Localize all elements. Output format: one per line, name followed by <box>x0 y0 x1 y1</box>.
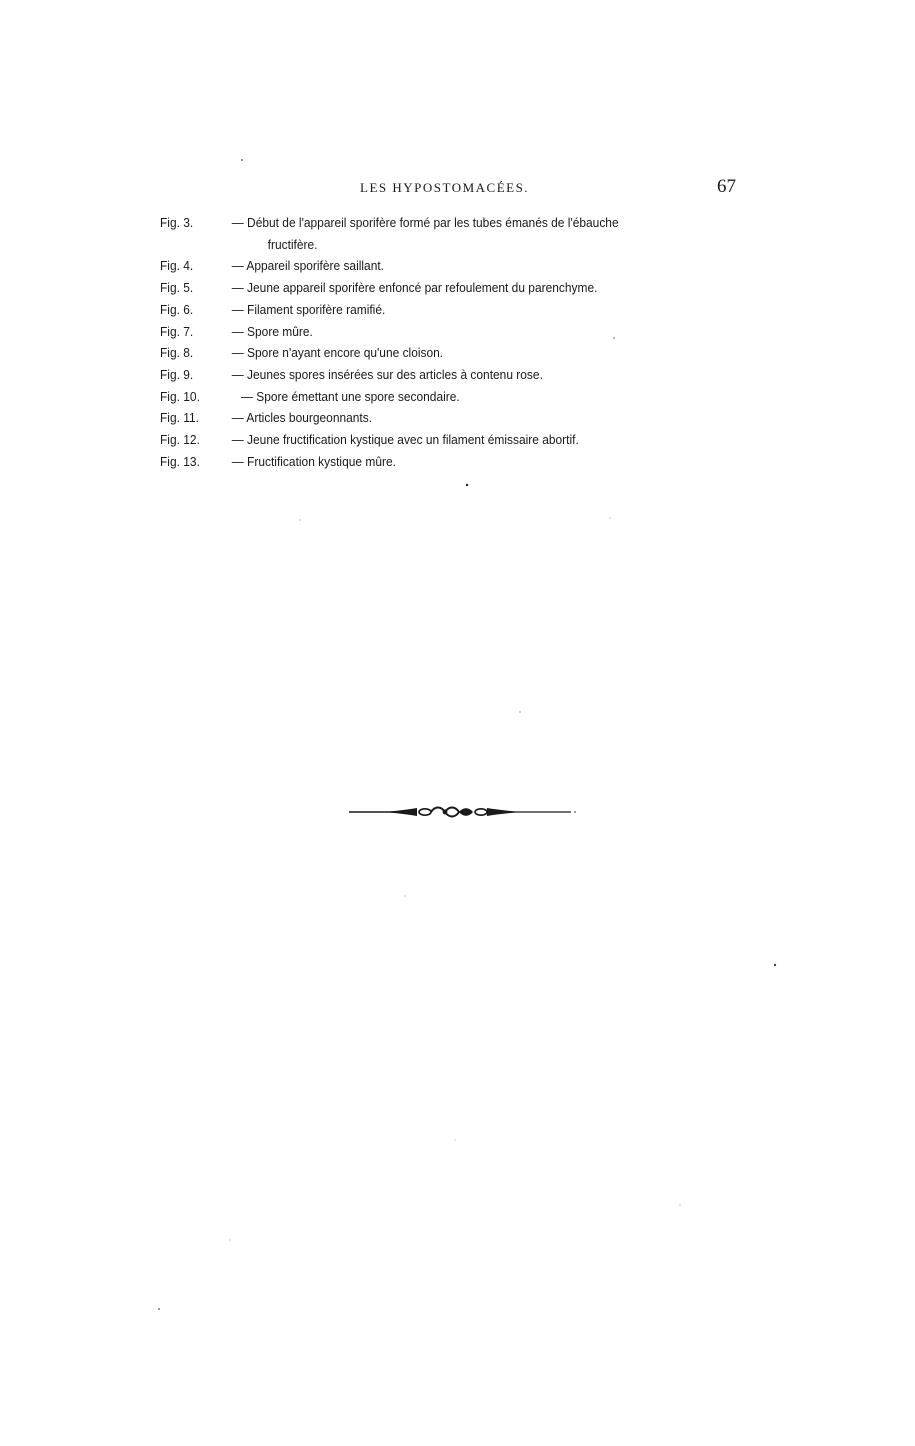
caption-label: Fig. 7. <box>160 323 194 339</box>
caption-text: — Jeune fructification kystique avec un filament émissaire abortif. <box>231 432 579 448</box>
caption-label: Fig. 6. <box>160 301 194 317</box>
caption-label: Fig. 12. <box>160 432 200 448</box>
caption-fig-7 <box>160 321 694 343</box>
caption-text: — Filament sporifère ramifié. <box>231 301 386 317</box>
caption-label: Fig. 5. <box>160 280 194 296</box>
caption-text: — Spore n'ayant encore qu'une cloison. <box>231 345 444 361</box>
caption-continuation: fructifère. <box>267 236 318 252</box>
caption-label: Fig. 9. <box>160 366 194 382</box>
caption-fig-11 <box>160 407 694 429</box>
caption-fig-4 <box>160 255 694 277</box>
caption-label: Fig. 10. <box>160 388 200 404</box>
caption-text: — Fructification kystique mûre. <box>231 453 396 469</box>
caption-fig-3 <box>160 212 694 234</box>
caption-label: Fig. 4. <box>160 258 194 274</box>
caption-text: — Spore émettant une spore secondaire. <box>240 388 460 404</box>
caption-fig-13 <box>160 451 694 473</box>
fleuron-rule-icon <box>345 803 580 821</box>
caption-text: — Jeunes spores insérées sur des articles à contenu rose. <box>231 366 543 382</box>
page-number: 67 <box>717 176 736 197</box>
caption-text: — Début de l'appareil sporifère formé par les tubes émanés de l'ébauche <box>231 215 619 230</box>
running-title: LES HYPOSTOMACÉES. <box>360 180 530 195</box>
caption-fig-9 <box>160 364 694 386</box>
caption-label: Fig. 3. <box>160 215 194 230</box>
caption-fig-5 <box>160 277 694 299</box>
caption-text: — Spore mûre. <box>231 323 313 339</box>
caption-label: Fig. 11. <box>160 410 199 426</box>
running-head <box>160 176 740 204</box>
caption-label: Fig. 13. <box>160 453 200 469</box>
caption-label: Fig. 8. <box>160 345 194 361</box>
figure-captions <box>160 212 694 472</box>
caption-text: — Articles bourgeonnants. <box>231 410 373 426</box>
caption-fig-8 <box>160 342 694 364</box>
caption-fig-10 <box>160 386 694 408</box>
caption-fig-6 <box>160 299 694 321</box>
caption-text: — Appareil sporifère saillant. <box>231 258 385 274</box>
caption-fig-12 <box>160 429 694 451</box>
caption-text: — Jeune appareil sporifère enfoncé par refoulement du parenchyme. <box>231 280 598 296</box>
